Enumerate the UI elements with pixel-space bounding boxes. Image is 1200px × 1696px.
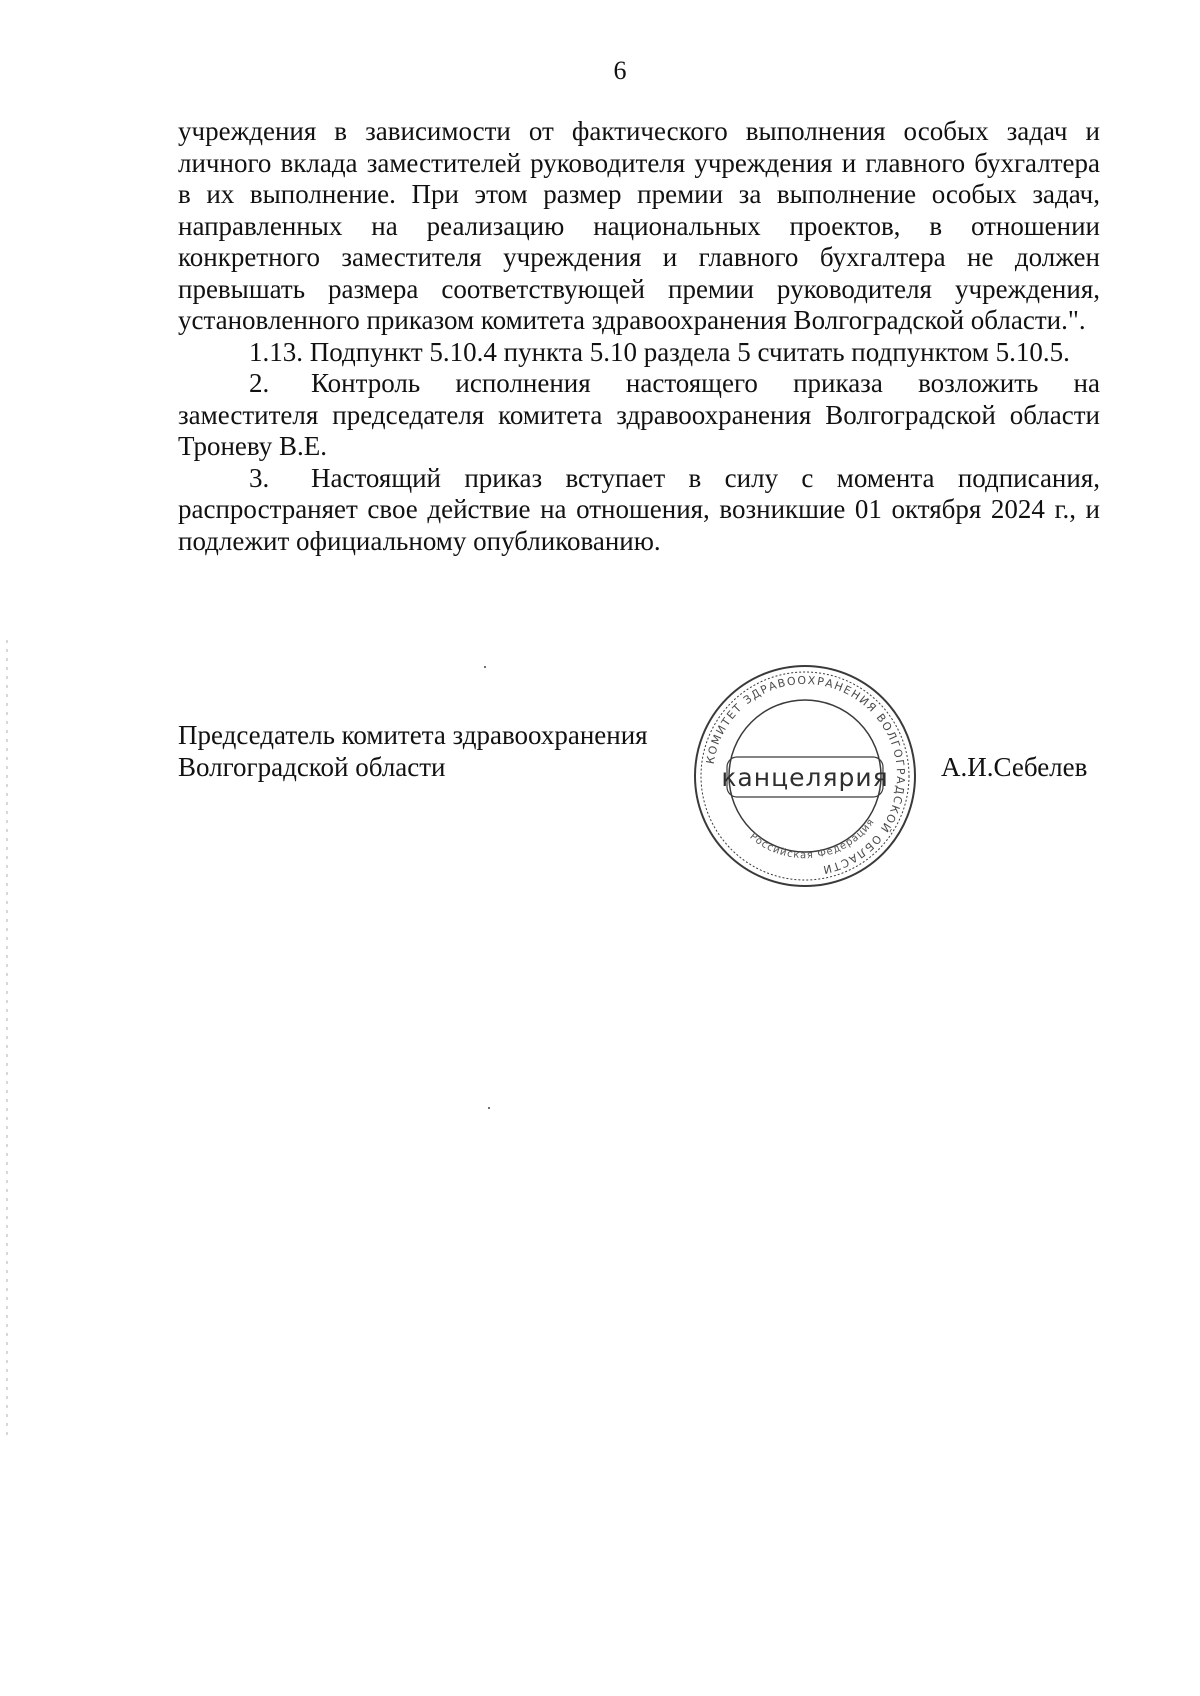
paragraph-1-13: 1.13. Подпункт 5.10.4 пункта 5.10 раздела 5 считать подпунктом 5.10.5. (249, 336, 1070, 367)
scan-dust-speck (488, 1107, 490, 1109)
paragraph-text: Контроль исполнения настоящего приказа возложить на заместителя председателя комитета здравоохранения Волгоградской области Троневу В.Е. (178, 368, 1100, 461)
stamp-center-text: канцелярия (721, 763, 889, 792)
signatory-position-line-1: Председатель комитета здравоохранения (178, 720, 648, 750)
scan-dust-speck (484, 666, 486, 668)
paragraph-text: Настоящий приказ вступает в силу с момента подписания, распространяет свое действие на отношения, возникшие 01 октября 2024 г., и подлежит официальному опубликованию. (178, 462, 1100, 556)
page-number: 6 (613, 56, 627, 85)
paragraph-3 (178, 463, 1100, 558)
official-stamp (689, 660, 921, 892)
paragraph-number: 3. (249, 462, 270, 493)
stamp-seal-icon (689, 660, 921, 892)
stamp-bottom-text: Российская Федерация (747, 816, 878, 862)
document-body (178, 116, 1100, 557)
paragraph-number: 2. (249, 368, 270, 398)
signatory-position (178, 720, 648, 783)
paragraph-continuation: учреждения в зависимости от фактического выполнения особых задач и личного вклада заместителей руководителя учреждения и главного бухгалтера в их выполнение. При этом размер премии за выполнение особых задач, направленных на реализацию национальных проектов, в отношении конкретного заместителя учреждения и главного бухгалтера не должен превышать размера соответствующей премии руководителя учреждения, установленного приказом комитета здравоохранения Волгоградской области.". (178, 116, 1100, 335)
scan-edge-artifact (6, 640, 8, 1440)
signatory-name: А.И.Себелев (941, 752, 1088, 782)
paragraph-2 (178, 368, 1100, 463)
stamp-ring-text: КОМИТЕТ ЗДРАВООХРАНЕНИЯ ВОЛГОГРАДСКОЙ ОБЛАСТИ (703, 673, 908, 877)
signatory-position-line-2: Волгоградской области (178, 751, 446, 782)
